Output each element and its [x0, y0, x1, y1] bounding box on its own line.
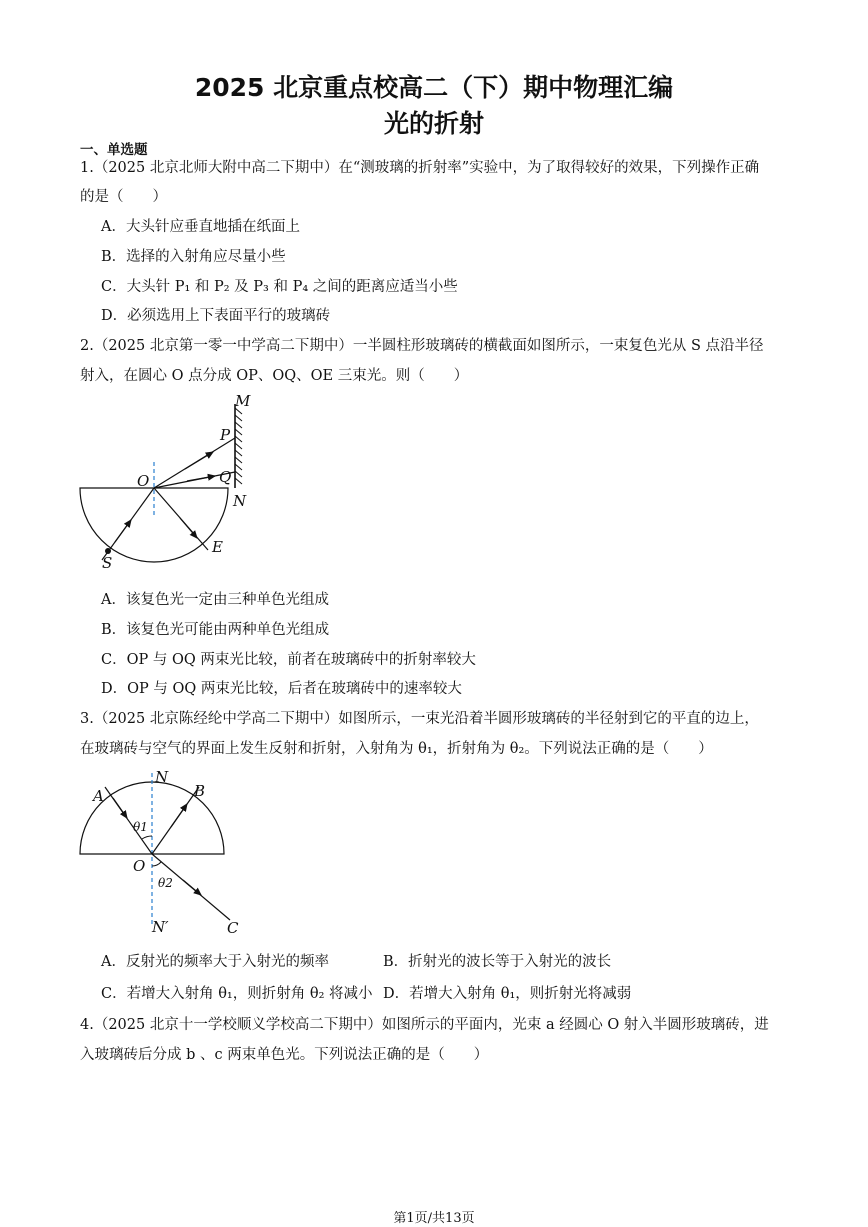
- q4-stem-line1: 4.（2025 北京十一学校顺义学校高二下期中）如图所示的平面内，光束 a 经圆心 O 射入半圆形玻璃砖，进: [80, 1017, 769, 1033]
- q2-option-b: B．该复色光可能由两种单色光组成: [101, 622, 330, 638]
- label-n: N: [155, 768, 169, 786]
- label-s: S: [102, 554, 113, 572]
- q3-option-a: A．反射光的频率大于入射光的频率: [101, 954, 329, 970]
- label-theta2: θ2: [158, 876, 173, 890]
- q2-option-d: D．OP 与 OQ 两束光比较，后者在玻璃砖中的速率较大: [101, 681, 462, 697]
- q3-stem-line1: 3.（2025 北京陈经纶中学高二下期中）如图所示，一束光沿着半圆形玻璃砖的半径射到它的平直的边上，: [80, 711, 759, 727]
- label-q: Q: [219, 468, 232, 486]
- q1-stem-line2: 的是（ ）: [80, 189, 167, 205]
- label-b: B: [194, 782, 206, 800]
- q4-stem-line2: 入玻璃砖后分成 b 、c 两束单色光。下列说法正确的是（ ）: [80, 1047, 489, 1063]
- q3-option-c: C．若增大入射角 θ₁，则折射角 θ₂ 将减小: [101, 986, 373, 1002]
- label-theta1: θ1: [133, 820, 148, 834]
- q1-stem-line1: 1.（2025 北京北师大附中高二下期中）在“测玻璃的折射率”实验中，为了取得较好的效果，下列操作正确: [80, 160, 760, 176]
- theta1-arc: [142, 836, 152, 839]
- q2-option-a: A．该复色光一定由三种单色光组成: [101, 592, 329, 608]
- q1-option-a: A．大头针应垂直地插在纸面上: [101, 219, 300, 235]
- q2-stem-line1: 2.（2025 北京第一零一中学高二下期中）一半圆柱形玻璃砖的横截面如图所示，一束复色光从 S 点沿半径: [80, 338, 764, 354]
- page-subtitle: 光的折射: [383, 109, 484, 138]
- q1-option-b: B．选择的入射角应尽量小些: [101, 249, 286, 265]
- label-o: O: [133, 857, 146, 875]
- page-number: 第1页/共13页: [393, 1211, 475, 1226]
- label-n: N: [233, 492, 247, 510]
- q3-stem-line2: 在玻璃砖与空气的界面上发生反射和折射，入射角为 θ₁，折射角为 θ₂。下列说法正确的是（ ）: [80, 741, 713, 757]
- q2-option-c: C．OP 与 OQ 两束光比较，前者在玻璃砖中的折射率较大: [101, 652, 476, 668]
- q3-figure: [75, 765, 255, 940]
- section-heading: 一、单选题: [80, 142, 148, 158]
- label-m: M: [235, 392, 251, 410]
- theta2-arc: [152, 862, 161, 866]
- q2-stem-line2: 射入，在圆心 O 点分成 OP、OQ、OE 三束光。则（ ）: [80, 368, 469, 384]
- page-title: 2025 北京重点校高二（下）期中物理汇编: [194, 73, 674, 102]
- mirror-hatching: [235, 408, 242, 484]
- label-a: A: [93, 787, 104, 805]
- label-n-prime: N′: [152, 918, 169, 936]
- label-e: E: [212, 538, 223, 556]
- q1-option-d: D．必须选用上下表面平行的玻璃砖: [101, 308, 331, 324]
- q3-option-d: D．若增大入射角 θ₁，则折射光将减弱: [383, 986, 632, 1002]
- label-c: C: [227, 919, 239, 937]
- q1-option-c: C．大头针 P₁ 和 P₂ 及 P₃ 和 P₄ 之间的距离应适当小些: [101, 279, 458, 295]
- q3-option-b: B．折射光的波长等于入射光的波长: [383, 954, 612, 970]
- label-p: P: [220, 426, 231, 444]
- q2-figure: [75, 390, 275, 575]
- label-o: O: [137, 472, 150, 490]
